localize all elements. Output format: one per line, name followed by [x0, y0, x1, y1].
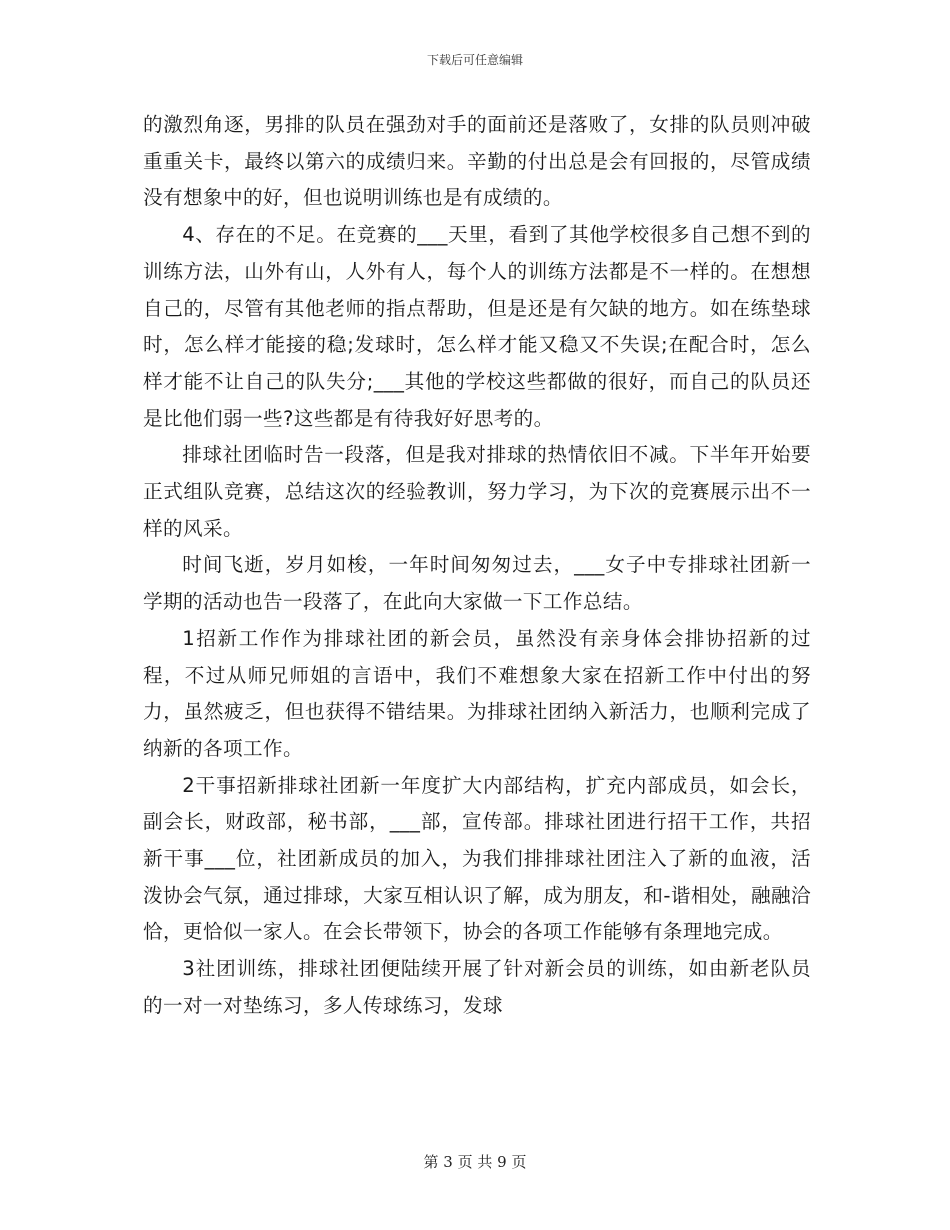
- paragraph: 的激烈角逐，男排的队员在强劲对手的面前还是落败了，女排的队员则冲破重重关卡，最终以第六的成绩归来。辛勤的付出总是会有回报的，尽管成绩没有想象中的好，但也说明训练也是有成绩的。: [143, 113, 811, 210]
- page-number: 第 3 页 共 9 页: [423, 1153, 527, 1171]
- paragraph: 4、存在的不足。在竞赛的___天里，看到了其他学校很多自己想不到的训练方法，山外有山，人外有人，每个人的训练方法都是不一样的。在想想自己的，尽管有其他老师的指点帮助，但是还是有欠缺的地方。如在练垫球时，怎么样才能接的稳;发球时，怎么样才能又稳又不失误;在配合时，怎么样才能不让自己的队失分;___其他的学校这些都做的很好，而自己的队员还是比他们弱一些?这些都是有待我好好思考的。: [143, 223, 811, 430]
- paragraph: 2干事招新排球社团新一年度扩大内部结构，扩充内部成员，如会长，副会长，财政部，秘书部，___部，宣传部。排球社团进行招干工作，共招新干事___位，社团新成员的加入，为我们排排球社团注入了新的血液，活泼协会气氛，通过排球，大家互相认识了解，成为朋友，和-谐相处，融融洽恰，更恰似一家人。在会长带领下，协会的各项工作能够有条理地完成。: [143, 773, 811, 944]
- paragraph: 3社团训练，排球社团便陆续开展了针对新会员的训练，如由新老队员的一对一对垫练习，多人传球练习，发球: [143, 957, 811, 1017]
- document-body: [143, 107, 811, 1025]
- paragraph: 时间飞逝，岁月如梭，一年时间匆匆过去，___女子中专排球社团新一学期的活动也告一段落了，在此向大家做一下工作总结。: [143, 553, 811, 614]
- paragraph: 1招新工作作为排球社团的新会员，虽然没有亲身体会排协招新的过程，不过从师兄师姐的言语中，我们不难想象大家在招新工作中付出的努力，虽然疲乏，但也获得不错结果。为排球社团纳入新活力，也顺利完成了纳新的各项工作。: [143, 626, 811, 760]
- paragraph: 排球社团临时告一段落，但是我对排球的热情依旧不减。下半年开始要正式组队竞赛，总结这次的经验教训，努力学习，为下次的竞赛展示出不一样的风采。: [143, 443, 811, 540]
- page-header: 下载后可任意编辑: [426, 53, 523, 67]
